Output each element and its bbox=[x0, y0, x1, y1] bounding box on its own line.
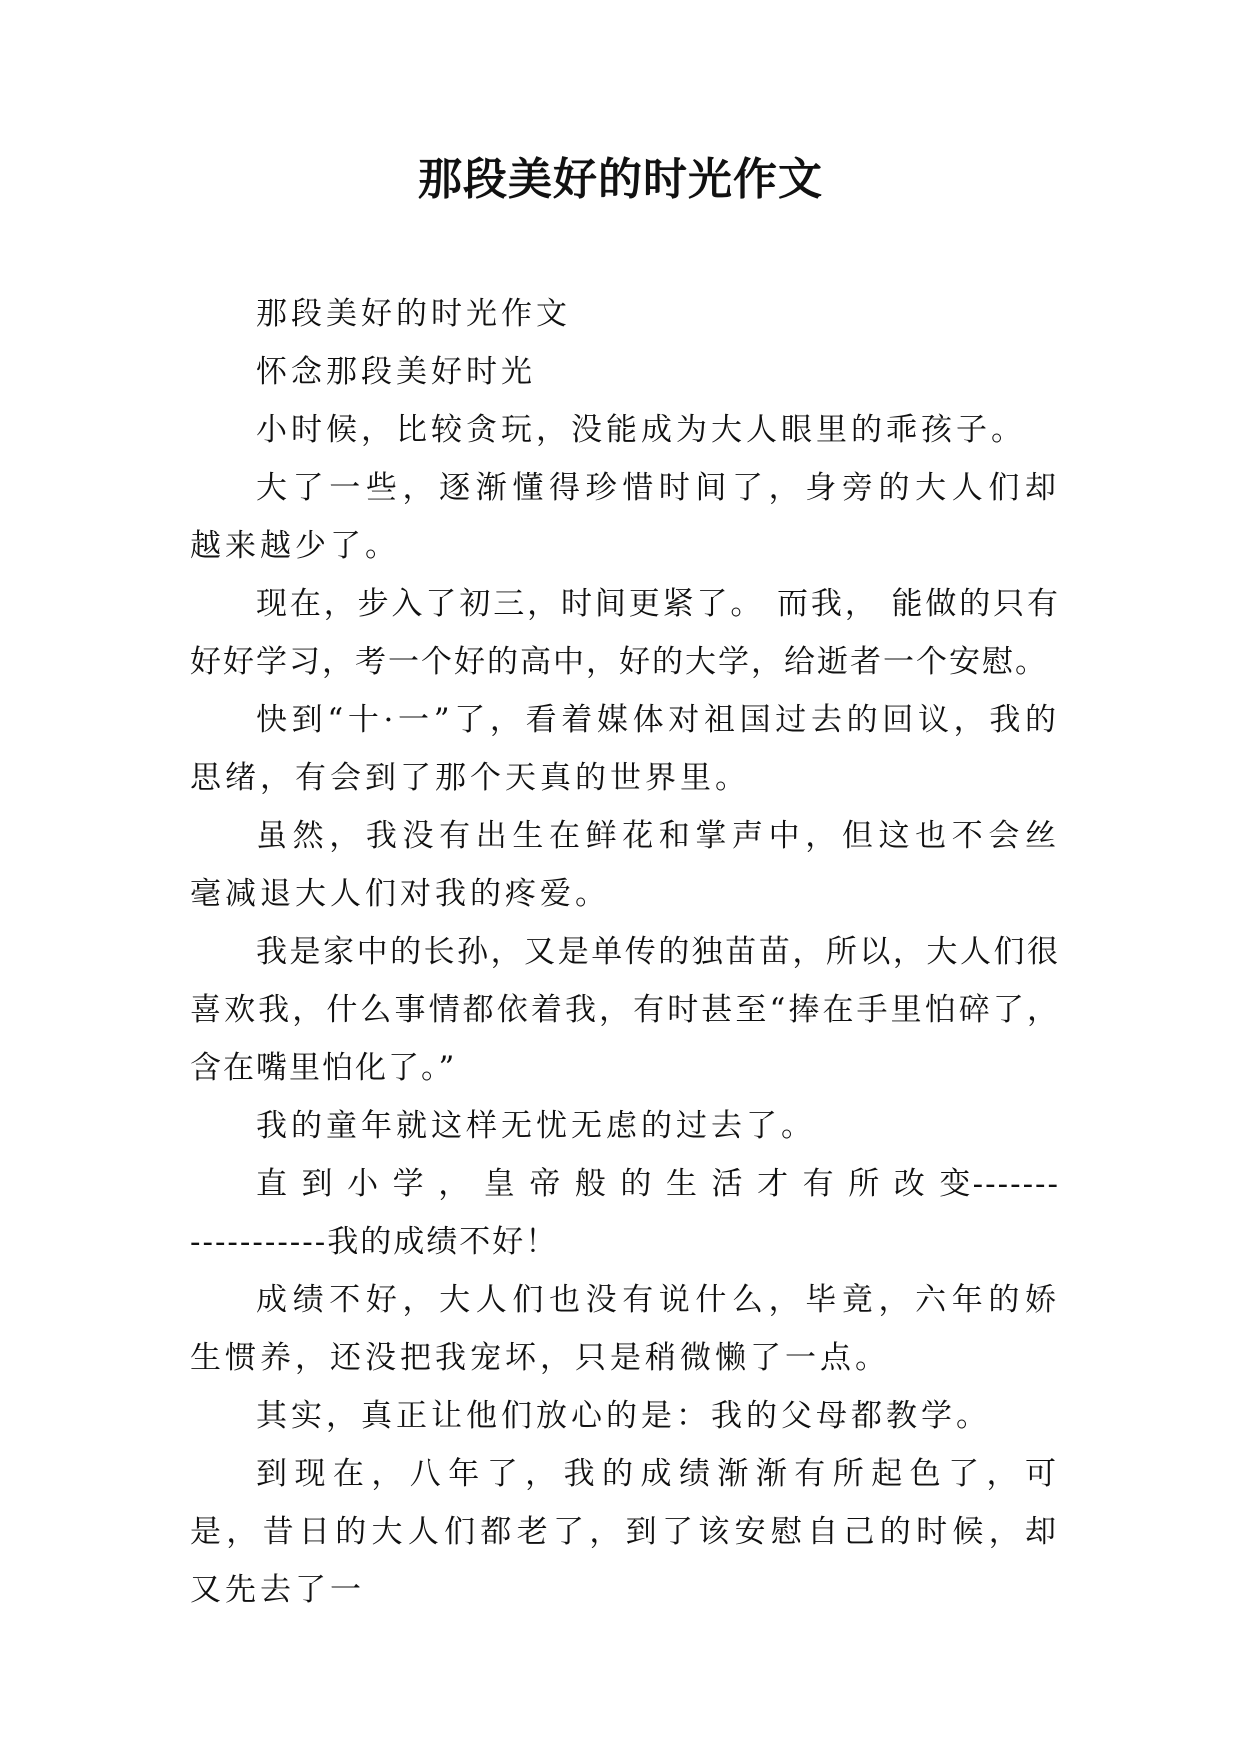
paragraph: 怀念那段美好时光 bbox=[256, 354, 536, 390]
paragraph: 大了一些，逐渐懂得珍惜时间了，身旁的大人们却越来越少了。 bbox=[190, 470, 1060, 564]
paragraph: 其实，真正让他们放心的是：我的父母都教学。 bbox=[256, 1398, 991, 1434]
paragraph: 那段美好的时光作文 bbox=[256, 296, 571, 332]
paragraph: 快到“十·一”了，看着媒体对祖国过去的回议，我的思绪，有会到了那个天真的世界里。 bbox=[190, 702, 1060, 796]
paragraph: 我的童年就这样无忧无虑的过去了。 bbox=[256, 1108, 816, 1144]
paragraph: 虽然，我没有出生在鲜花和掌声中，但这也不会丝毫减退大人们对我的疼爱。 bbox=[190, 818, 1060, 912]
document-title: 那段美好的时光作文 bbox=[418, 154, 823, 205]
paragraph: 现在，步入了初三，时间更紧了。 而我， 能做的只有好好学习，考一个好的高中，好的大学，给逝者一个安慰。 bbox=[190, 586, 1060, 680]
paragraph: 小时候，比较贪玩，没能成为大人眼里的乖孩子。 bbox=[256, 412, 1026, 448]
paragraph: 到现在，八年了，我的成绩渐渐有所起色了，可是，昔日的大人们都老了，到了该安慰自己的时候，却又先去了一 bbox=[190, 1456, 1060, 1608]
document-body bbox=[190, 285, 1060, 1619]
paragraph: 我是家中的长孙，又是单传的独苗苗，所以，大人们很喜欢我，什么事情都依着我，有时甚至“捧在手里怕碎了，含在嘴里怕化了。” bbox=[190, 934, 1060, 1086]
paragraph: 成绩不好，大人们也没有说什么，毕竟，六年的娇生惯养，还没把我宠坏，只是稍微懒了一点。 bbox=[190, 1282, 1060, 1376]
paragraph: 直 到 小 学 ， 皇 帝 般 的 生 活 才 有 所 改 变------------------我的成绩不好！ bbox=[190, 1166, 1060, 1260]
